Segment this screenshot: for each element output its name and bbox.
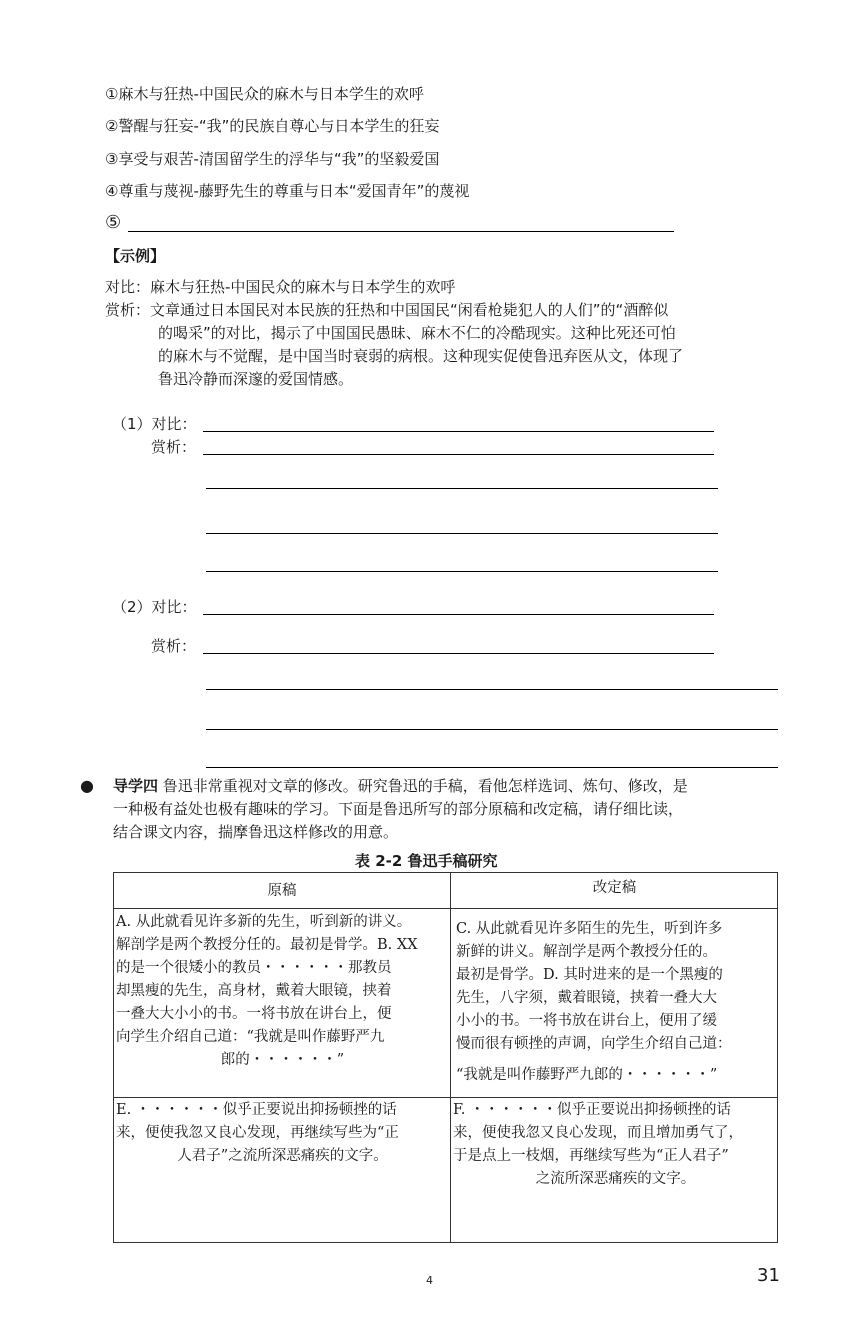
guide4-line-1-text: 鲁迅非常重视对文章的修改。研究鲁迅的手稿，看他怎样选词、炼句、修改，是 xyxy=(162,777,688,795)
cell-f-line: F. ・・・・・・似乎正要说出抑扬顿挫的话 xyxy=(453,1102,732,1118)
cell-c-line: “我就是叫作藤野严九郎的・・・・・・” xyxy=(456,1067,718,1083)
table-row-divider xyxy=(114,1097,777,1098)
cell-a-line: 却黑瘦的先生，高身材，戴着大眼镜，挟着 xyxy=(116,983,392,999)
cell-c-line: 小小的书。一将书放在讲台上，便用了缓 xyxy=(456,1013,717,1029)
cell-a-line: 的是一个很矮小的教员・・・・・・那教员 xyxy=(116,960,392,976)
item-3: ③享受与艰苦-清国留学生的浮华与“我”的坚毅爱国 xyxy=(105,150,440,168)
q2-appreciation-answer-line-3[interactable] xyxy=(206,729,778,730)
q2-appreciation-answer-line-1[interactable] xyxy=(203,653,714,654)
cell-revised-f xyxy=(453,1099,778,1191)
guide4-paragraph-line-1 xyxy=(113,776,688,796)
table-header-revised: 改定稿 xyxy=(592,880,637,896)
example-appreciation-line-4: 鲁迅冷静而深邃的爱国情感。 xyxy=(158,370,354,388)
example-appreciation-line-3: 的麻木与不觉醒，是中国当时衰弱的病根。这种现实促使鲁迅弃医从文，体现了 xyxy=(158,347,684,365)
cell-a-line: 郎的・・・・・・” xyxy=(220,1052,345,1068)
q1-appreciation-answer-line-2[interactable] xyxy=(206,488,718,489)
guide4-paragraph-line-2: 一种极有益处也极有趣味的学习。下面是鲁迅所写的部分原稿和改定稿，请仔细比读， xyxy=(113,800,684,818)
footer-small-page-number: 4 xyxy=(426,1274,433,1287)
example-contrast: 对比：麻木与狂热-中国民众的麻木与日本学生的欢呼 xyxy=(105,278,456,296)
q2-contrast-label: （2）对比： xyxy=(112,598,197,616)
q2-appreciation-label: 赏析： xyxy=(151,637,197,655)
cell-original-a xyxy=(116,911,449,1072)
cell-f-line: 之流所深恶痛疾的文字。 xyxy=(535,1171,696,1187)
cell-c-line: 新鲜的讲义。解剖学是两个教授分任的。 xyxy=(456,944,717,960)
bullet-icon: ● xyxy=(80,776,94,795)
cell-original-e xyxy=(116,1099,449,1168)
q2-appreciation-answer-line-2[interactable] xyxy=(206,689,778,690)
cell-a-line: 解剖学是两个教授分任的。最初是骨学。B. XX xyxy=(116,937,418,953)
cell-revised-c xyxy=(456,918,778,1087)
q1-appreciation-label: 赏析： xyxy=(151,438,197,456)
example-appreciation-line-1: 赏析：文章通过日本国民对本民族的狂热和中国国民“闲看枪毙犯人的人们”的“酒醉似 xyxy=(105,301,669,319)
cell-a-line: 向学生介绍自己道：“我就是叫作藤野严九 xyxy=(116,1029,385,1045)
cell-f-line: 来，便使我忽又良心发现，而且增加勇气了， xyxy=(453,1125,743,1141)
cell-e-line: 人君子”之流所深恶痛疾的文字。 xyxy=(177,1148,388,1164)
cell-c-line: 先生，八字须，戴着眼镜，挟着一叠大大 xyxy=(456,990,717,1006)
q1-appreciation-answer-line-4[interactable] xyxy=(206,571,718,572)
item-5-blank-line[interactable] xyxy=(128,231,674,232)
item-1: ①麻木与狂热-中国民众的麻木与日本学生的欢呼 xyxy=(105,85,424,103)
table-header-original: 原稿 xyxy=(267,883,297,899)
cell-a-line: A. 从此就看见许多新的先生，听到新的讲义。 xyxy=(116,914,412,930)
q1-contrast-answer-line[interactable] xyxy=(203,431,714,432)
item-5: ⑤ xyxy=(105,212,122,233)
example-appreciation-line-2: 的喝采”的对比，揭示了中国国民愚昧、麻木不仁的冷酷现实。这种比死还可怕 xyxy=(158,324,676,342)
manuscript-table xyxy=(113,872,778,1243)
cell-e-line: E. ・・・・・・似乎正要说出抑扬顿挫的话 xyxy=(116,1102,397,1118)
cell-f-line: 于是点上一枝烟，再继续写些为“正人君子” xyxy=(453,1148,729,1164)
example-heading: 【示例】 xyxy=(105,247,166,265)
q1-contrast-label: （1）对比： xyxy=(112,415,197,433)
q2-appreciation-answer-line-4[interactable] xyxy=(206,767,778,768)
q1-appreciation-answer-line-3[interactable] xyxy=(206,533,718,534)
table-column-divider xyxy=(450,873,451,1242)
cell-a-line: 一叠大大小小的书。一将书放在讲台上，便 xyxy=(116,1006,392,1022)
q1-appreciation-answer-line-1[interactable] xyxy=(203,454,714,455)
guide4-title: 导学四 xyxy=(113,777,159,795)
item-2: ②警醒与狂妄-“我”的民族自尊心与日本学生的狂妄 xyxy=(105,117,440,135)
cell-c-line: 最初是骨学。D. 其时进来的是一个黑瘦的 xyxy=(456,967,723,983)
footer-page-number: 31 xyxy=(757,1265,780,1286)
item-4: ④尊重与蔑视-藤野先生的尊重与日本“爱国青年”的蔑视 xyxy=(105,182,470,200)
cell-c-line: 慢而很有顿挫的声调，向学生介绍自己道： xyxy=(456,1036,732,1052)
table-caption: 表 2-2 鲁迅手稿研究 xyxy=(355,852,498,870)
cell-c-line: C. 从此就看见许多陌生的先生，听到许多 xyxy=(456,921,723,937)
guide4-paragraph-line-3: 结合课文内容，揣摩鲁迅这样修改的用意。 xyxy=(113,823,399,841)
q2-contrast-answer-line[interactable] xyxy=(203,614,714,615)
table-header-divider xyxy=(114,908,777,909)
cell-e-line: 来，便使我忽又良心发现，再继续写些为“正 xyxy=(116,1125,399,1141)
